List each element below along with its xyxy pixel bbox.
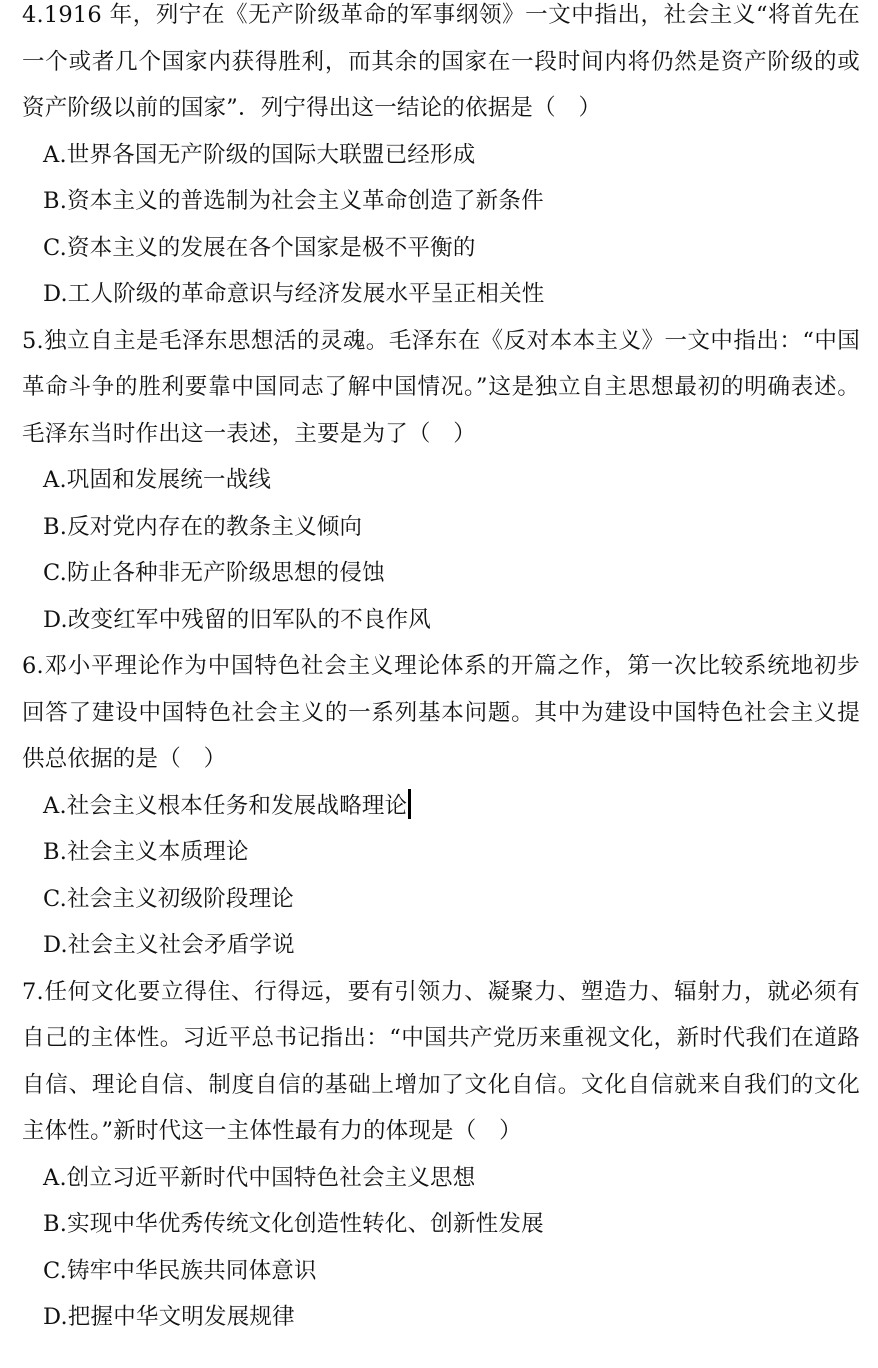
question-4: [22, 0, 860, 318]
option-b: B.社会主义本质理论: [43, 839, 249, 865]
option-a: A.创立习近平新时代中国特色社会主义思想: [43, 1164, 476, 1191]
option-d: D.社会主义社会矛盾学说: [43, 932, 295, 958]
option-a-text: A.社会主义根本任务和发展战略理论: [43, 792, 408, 819]
text-cursor: [408, 789, 411, 819]
option-d: D.工人阶级的革命意识与经济发展水平呈正相关性: [43, 281, 545, 307]
question-stem: 6.邓小平理论作为中国特色社会主义理论体系的开篇之作，第一次比较系统地初步回答了建设中国特色社会主义的一系列基本问题。其中为建设中国特色社会主义提供总依据的是（ ）: [22, 653, 860, 772]
question-6: [22, 643, 860, 969]
option-c: C.防止各种非无产阶级思想的侵蚀: [43, 560, 385, 586]
option-a: A.巩固和发展统一战线: [43, 467, 272, 493]
option-b: B.资本主义的普选制为社会主义革命创造了新条件: [43, 188, 544, 214]
option-b: B.实现中华优秀传统文化创造性转化、创新性发展: [43, 1211, 544, 1237]
option-d: D.改变红军中残留的旧军队的不良作风: [43, 606, 431, 633]
question-stem: 5.独立自主是毛泽东思想活的灵魂。毛泽东在《反对本本主义》一文中指出：“中国革命斗争的胜利要靠中国同志了解中国情况。”这是独立自主思想最初的明确表述。毛泽东当时作出这一表述，主要是为了（ ）: [22, 327, 860, 447]
option-a: A.世界各国无产阶级的国际大联盟已经形成: [43, 141, 476, 168]
question-stem: 4.1916 年，列宁在《无产阶级革命的军事纲领》一文中指出，社会主义“将首先在一个或者几个国家内获得胜利，而其余的国家在一段时间内将仍然是资产阶级的或资产阶级以前的国家”．列宁得出这一结论的依据是（ ）: [22, 2, 860, 121]
option-c: C.社会主义初级阶段理论: [43, 885, 294, 912]
question-stem: 7.任何文化要立得住、行得远，要有引领力、凝聚力、塑造力、辐射力，就必须有自己的主体性。习近平总书记指出：“中国共产党历来重视文化，新时代我们在道路自信、理论自信、制度自信的基础上增加了文化自信。文化自信就来自我们的文化主体性。”新时代这一主体性最有力的体现是（ ）: [22, 978, 860, 1144]
option-a[interactable]: [22, 783, 860, 830]
question-7: [22, 969, 860, 1341]
option-c: C.资本主义的发展在各个国家是极不平衡的: [43, 234, 476, 261]
question-5: [22, 318, 860, 644]
option-b: B.反对党内存在的教条主义倾向: [43, 513, 363, 540]
option-c: C.铸牢中华民族共同体意识: [43, 1257, 317, 1284]
option-d: D.把握中华文明发展规律: [43, 1304, 295, 1330]
